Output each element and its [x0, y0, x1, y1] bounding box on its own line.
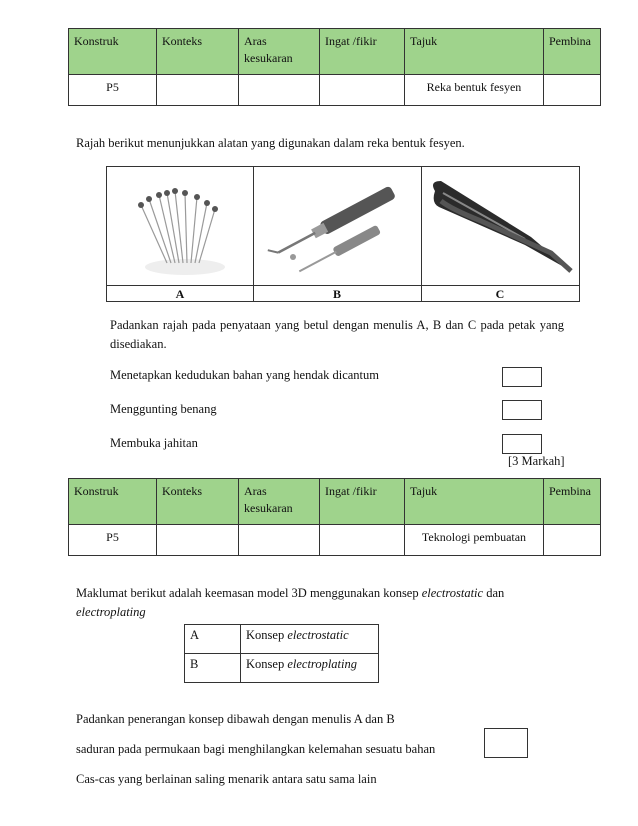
header-aras: Aras kesukaran — [239, 479, 320, 525]
thread-snips-icon — [421, 167, 579, 285]
cell-aras — [239, 75, 320, 106]
answer-box-2[interactable] — [502, 400, 542, 420]
q1-instruction: Padankan rajah pada penyataan yang betul dengan menulis A, B dan C pada petak yang disediakan. — [110, 318, 564, 351]
header-aras: Aras kesukaran — [239, 29, 320, 75]
header-pembina: Pembina — [544, 29, 601, 75]
pins-image — [107, 167, 254, 285]
q2-intro-term1: electrostatic — [421, 586, 484, 600]
header-konteks: Konteks — [157, 479, 239, 525]
option-desc-a — [241, 625, 379, 654]
answer-box-3[interactable] — [502, 434, 542, 454]
option-prefix-b: Konsep — [246, 657, 288, 671]
header-konteks: Konteks — [157, 29, 239, 75]
option-prefix-a: Konsep — [246, 628, 288, 642]
q2-intro-term2: electroplating — [76, 605, 146, 619]
q2-intro-mid: dan — [483, 586, 505, 600]
option-desc-b — [241, 654, 379, 683]
q1-intro: Rajah berikut menunjukkan alatan yang digunakan dalam reka bentuk fesyen. — [76, 136, 465, 150]
label-b: B — [253, 286, 422, 302]
label-c: C — [495, 287, 505, 301]
q1-statement-3: Membuka jahitan — [110, 436, 198, 450]
header-tajuk: Tajuk — [405, 29, 544, 75]
answer-box-4[interactable] — [484, 728, 528, 758]
option-term-a: electrostatic — [287, 628, 349, 642]
table-row — [69, 525, 601, 556]
cell-pembina — [544, 75, 601, 106]
q2-instruction: Padankan penerangan konsep dibawah dengan menulis A dan B — [76, 712, 395, 726]
q2-intro — [76, 584, 546, 622]
cell-konteks — [157, 75, 239, 106]
header-konstruk: Konstruk — [69, 29, 157, 75]
q2-statement-2: Cas-cas yang berlainan saling menarik antara satu sama lain — [76, 772, 377, 786]
table-row — [185, 625, 379, 654]
q1-statement-1: Menetapkan kedudukan bahan yang hendak dicantum — [110, 368, 380, 382]
figure-label-row — [107, 285, 579, 302]
label-a: A — [107, 286, 254, 302]
concept-options-table — [184, 624, 379, 683]
cell-pembina — [544, 525, 601, 556]
option-term-b: electroplating — [287, 657, 357, 671]
header-ingat: Ingat /fikir — [320, 29, 405, 75]
option-key-a: A — [185, 625, 241, 654]
table-header-row — [69, 479, 601, 525]
cell-ingat — [320, 525, 405, 556]
cell-konstruk: P5 — [69, 75, 157, 106]
cell-ingat — [320, 75, 405, 106]
cell-aras — [239, 525, 320, 556]
pins-icon — [107, 167, 253, 285]
option-key-b: B — [185, 654, 241, 683]
header-pembina: Pembina — [544, 479, 601, 525]
table-row — [185, 654, 379, 683]
seam-ripper-image — [253, 167, 422, 285]
info-table-1 — [68, 28, 601, 106]
seam-ripper-icon — [253, 167, 421, 285]
header-tajuk: Tajuk — [405, 479, 544, 525]
info-table-2 — [68, 478, 601, 556]
q2-intro-prefix: Maklumat berikut adalah keemasan model 3D menggunakan konsep — [76, 586, 422, 600]
header-konstruk: Konstruk — [69, 479, 157, 525]
q2-statement-1: saduran pada permukaan bagi menghilangkan kelemahan sesuatu bahan — [76, 742, 436, 756]
header-ingat: Ingat /fikir — [320, 479, 405, 525]
cell-konteks — [157, 525, 239, 556]
tools-figure — [106, 166, 580, 302]
thread-snips-image — [421, 167, 579, 285]
cell-konstruk: P5 — [69, 525, 157, 556]
table-header-row — [69, 29, 601, 75]
table-row — [69, 75, 601, 106]
cell-tajuk: Teknologi pembuatan — [405, 525, 544, 556]
marks-label: [3 Markah] — [508, 454, 565, 468]
q1-statement-2: Menggunting benang — [110, 402, 217, 416]
cell-tajuk: Reka bentuk fesyen — [405, 75, 544, 106]
answer-box-1[interactable] — [502, 367, 542, 387]
